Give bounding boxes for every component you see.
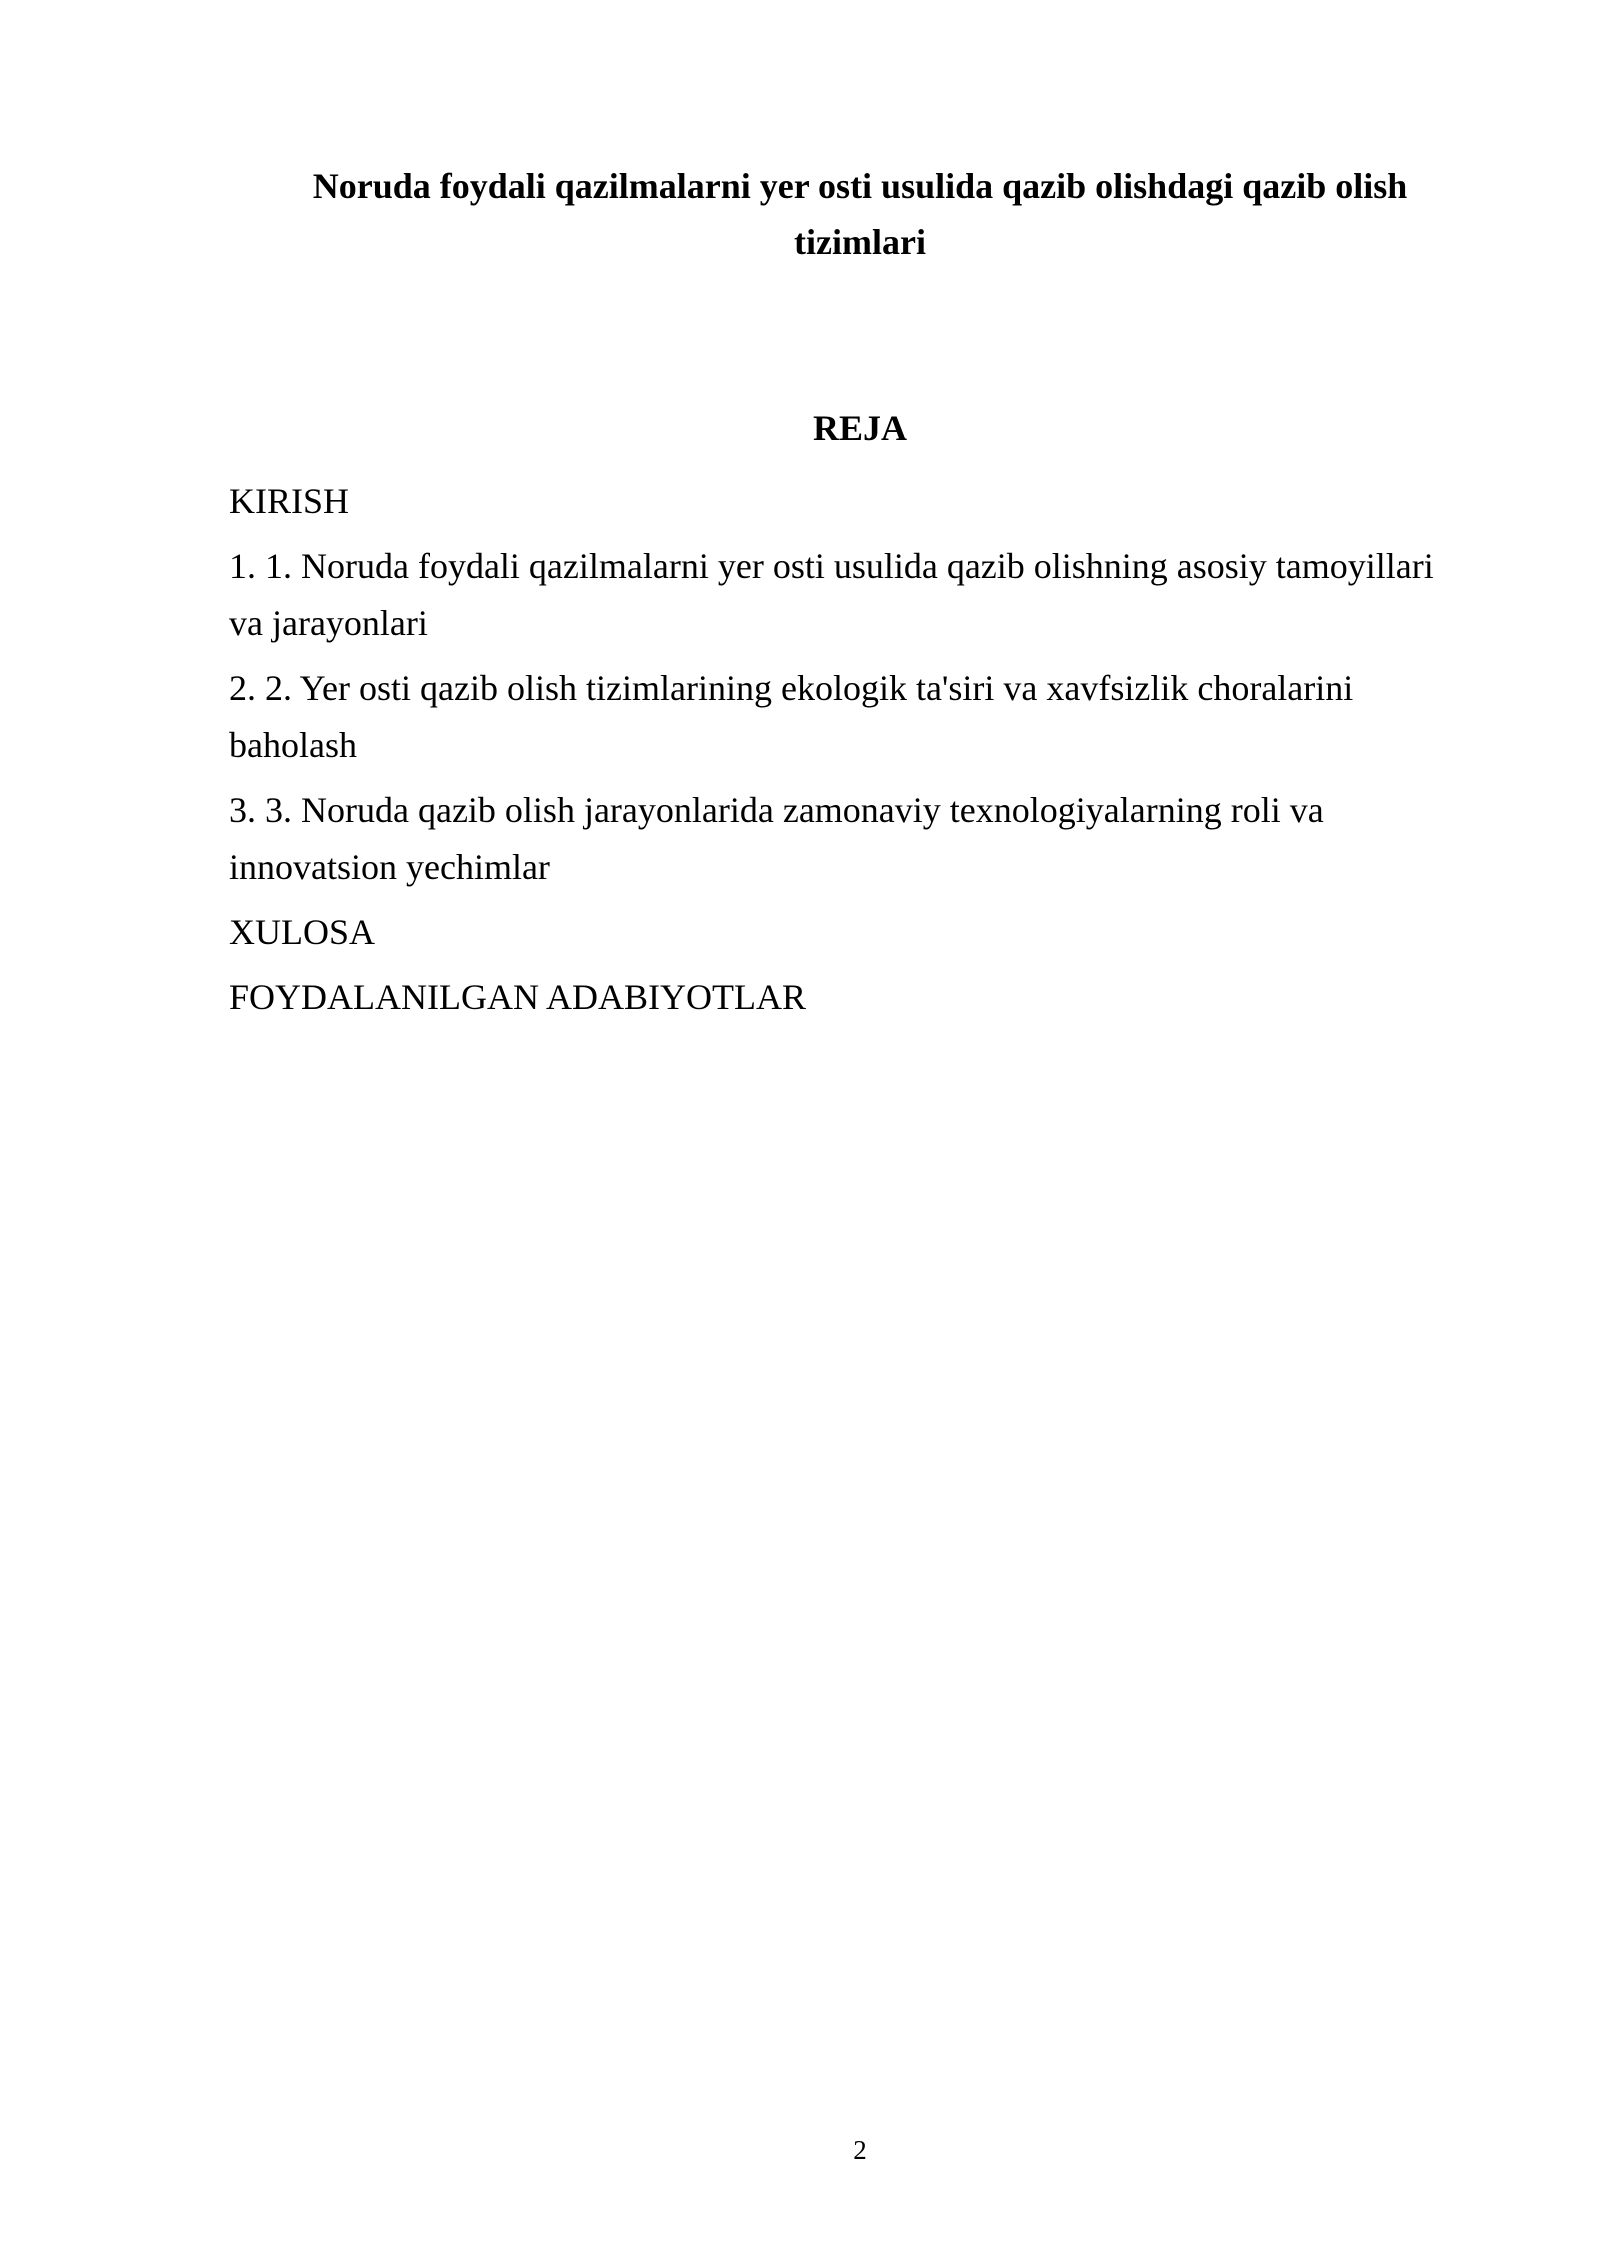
toc-item-3: 3. 3. Noruda qazib olish jarayonlarida zamonaviy texnologiyalarning roli va innovatsion yechimlar	[229, 790, 1324, 887]
toc-item-1: 1. 1. Noruda foydali qazilmalarni yer osti usulida qazib olishning asosiy tamoyillari va jarayonlari	[229, 546, 1434, 643]
document-title: Noruda foydali qazilmalarni yer osti usulida qazib olishdagi qazib olish tizimlari	[312, 166, 1408, 262]
table-of-contents	[229, 473, 1459, 1034]
toc-item-2: 2. 2. Yer osti qazib olish tizimlarining ekologik ta'siri va xavfsizlik choralarini baholash	[229, 668, 1354, 765]
toc-item-conclusion: XULOSA	[229, 912, 376, 952]
toc-item-introduction: KIRISH	[229, 481, 350, 521]
toc-item-references: FOYDALANILGAN ADABIYOTLAR	[229, 977, 806, 1017]
plan-heading: REJA	[812, 408, 907, 448]
page-number: 2	[853, 2135, 867, 2165]
